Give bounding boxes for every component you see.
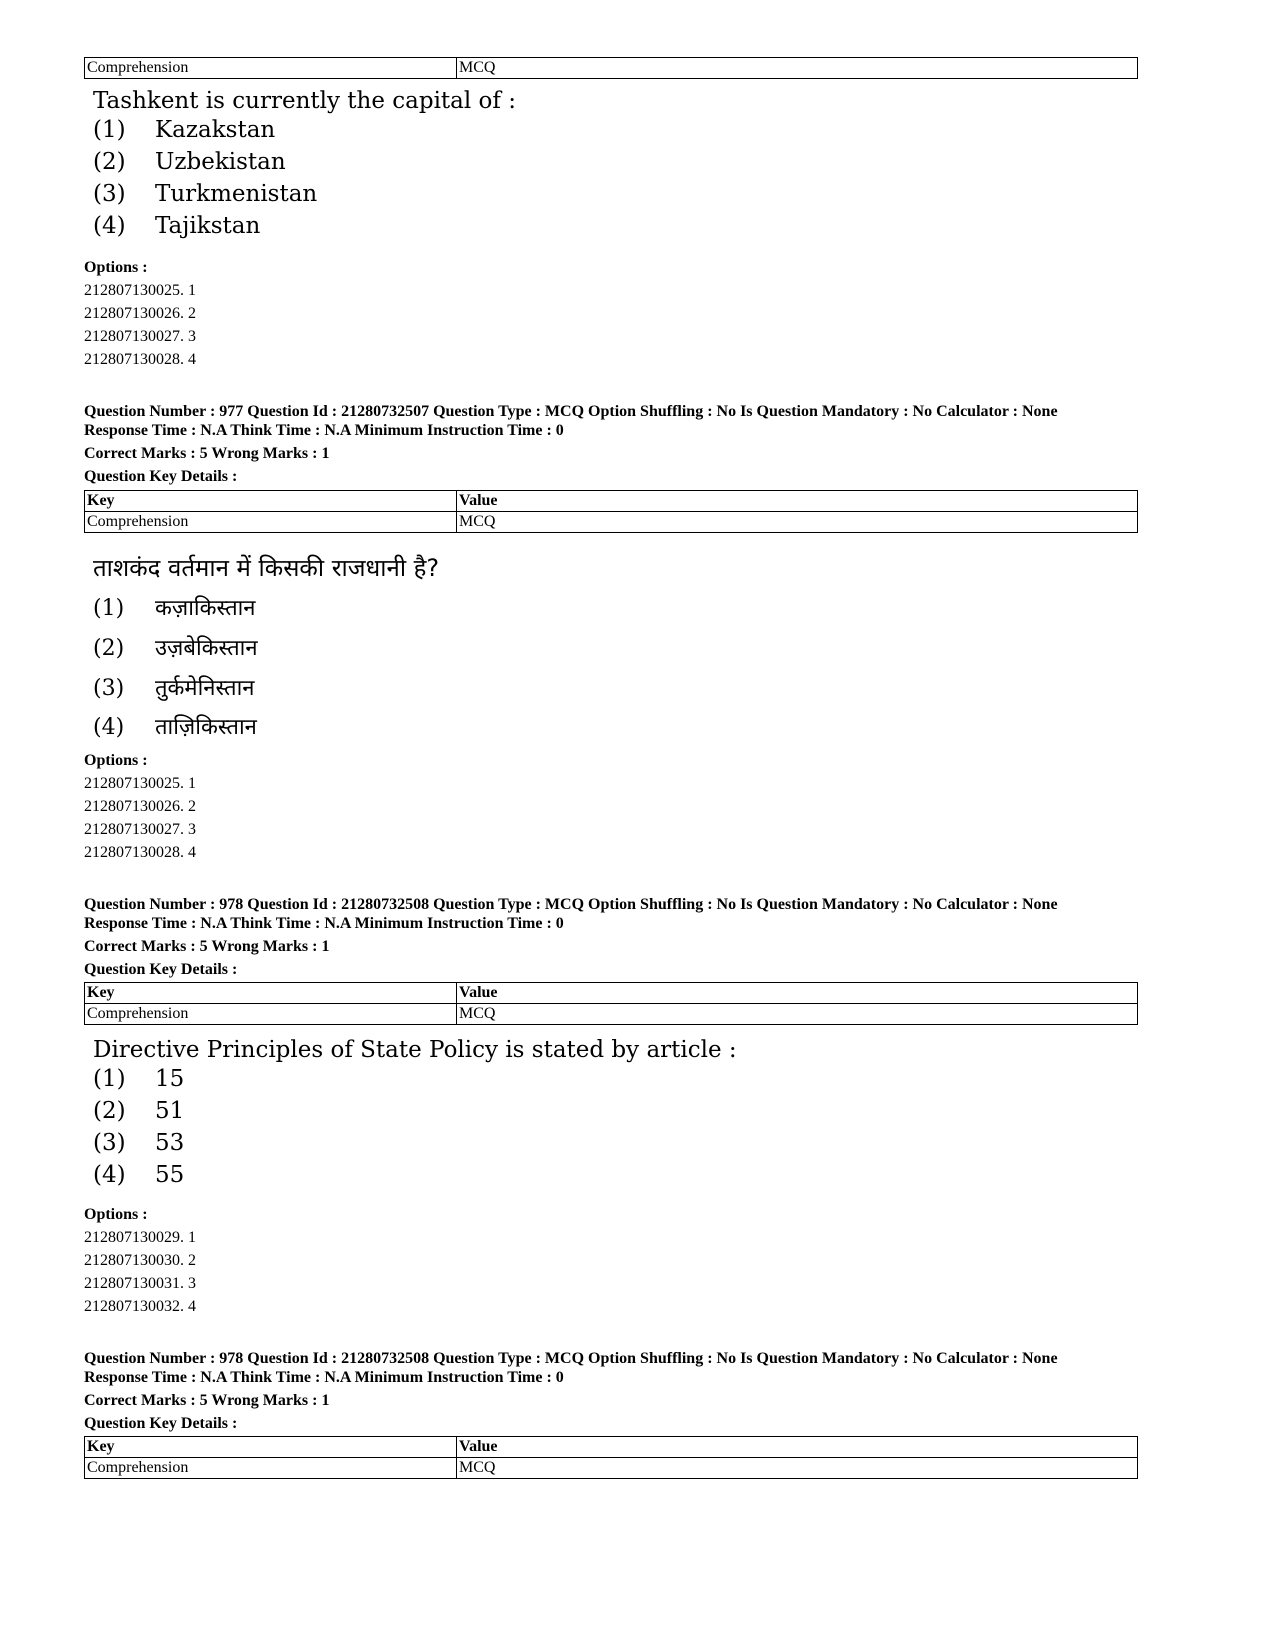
- top-key-table: [84, 57, 1138, 79]
- choice-number: (4): [93, 213, 126, 239]
- choice-text: Tajikstan: [155, 213, 261, 239]
- table-row: [85, 1458, 1138, 1479]
- choice-number: (4): [93, 715, 125, 740]
- option-id: 212807130028. 4: [84, 844, 196, 861]
- answer-choice: [93, 1066, 184, 1092]
- options-list: [84, 1203, 196, 1318]
- table-cell-key: Comprehension: [85, 1004, 457, 1025]
- answer-choice: [93, 711, 257, 741]
- question-meta: [84, 895, 1058, 979]
- question-meta: [84, 402, 1058, 486]
- table-header-key: Key: [85, 983, 457, 1004]
- option-id: 212807130032. 4: [84, 1298, 196, 1315]
- options-label: Options :: [84, 1206, 148, 1223]
- answer-choice: [93, 1098, 184, 1124]
- choice-number: (2): [93, 636, 125, 661]
- choice-number: (2): [93, 149, 126, 175]
- choice-text: Uzbekistan: [155, 149, 286, 175]
- table-header-key: Key: [85, 1437, 457, 1458]
- question-meta-line: Response Time : N.A Think Time : N.A Minimum Instruction Time : 0: [84, 422, 564, 439]
- table-cell-key: Comprehension: [85, 512, 457, 533]
- answer-choice: [93, 672, 255, 702]
- answer-choice: [93, 632, 258, 662]
- question-key-table: [84, 490, 1138, 533]
- table-header-row: [85, 1437, 1138, 1458]
- option-id: 212807130030. 2: [84, 1252, 196, 1269]
- table-row: [85, 512, 1138, 533]
- option-id: 212807130025. 1: [84, 775, 196, 792]
- key-details-label: Question Key Details :: [84, 961, 238, 978]
- answer-choice: [93, 149, 286, 175]
- choice-text: ताज़िकिस्तान: [155, 715, 257, 740]
- options-label: Options :: [84, 259, 148, 276]
- choice-text: तुर्कमेनिस्तान: [155, 676, 255, 701]
- options-label: Options :: [84, 752, 148, 769]
- question-meta-line: Question Number : 978 Question Id : 21280732508 Question Type : MCQ Option Shuffling : No Is Question Mandatory : No Calculator : None: [84, 1350, 1058, 1367]
- choice-number: (3): [93, 181, 126, 207]
- answer-choice: [93, 1130, 184, 1156]
- option-id: 212807130029. 1: [84, 1229, 196, 1246]
- table-cell-value: MCQ: [457, 58, 1138, 79]
- answer-choice: [93, 1162, 184, 1188]
- options-list: [84, 749, 196, 864]
- question-text: ताशकंद वर्तमान में किसकी राजधानी है?: [93, 554, 440, 582]
- key-details-label: Question Key Details :: [84, 1415, 238, 1432]
- table-cell-value: MCQ: [457, 512, 1138, 533]
- question-meta-line: Question Number : 977 Question Id : 21280732507 Question Type : MCQ Option Shuffling : No Is Question Mandatory : No Calculator : None: [84, 403, 1058, 420]
- marks-line: Correct Marks : 5 Wrong Marks : 1: [84, 1392, 330, 1409]
- answer-choice: [93, 213, 260, 239]
- choice-text: Turkmenistan: [155, 181, 318, 207]
- marks-line: Correct Marks : 5 Wrong Marks : 1: [84, 938, 330, 955]
- choice-text: उज़बेकिस्तान: [155, 636, 258, 661]
- table-header-value: Value: [457, 1437, 1138, 1458]
- option-id: 212807130028. 4: [84, 351, 196, 368]
- table-row: [85, 1004, 1138, 1025]
- table-cell-value: MCQ: [457, 1004, 1138, 1025]
- question-meta-line: Response Time : N.A Think Time : N.A Minimum Instruction Time : 0: [84, 915, 564, 932]
- choice-text: 15: [155, 1066, 185, 1092]
- choice-number: (4): [93, 1162, 126, 1188]
- option-id: 212807130026. 2: [84, 305, 196, 322]
- option-id: 212807130031. 3: [84, 1275, 196, 1292]
- option-id: 212807130026. 2: [84, 798, 196, 815]
- choice-text: कज़ाकिस्तान: [155, 596, 256, 621]
- option-id: 212807130025. 1: [84, 282, 196, 299]
- table-header-row: [85, 983, 1138, 1004]
- table-row: [85, 58, 1138, 79]
- table-header-key: Key: [85, 491, 457, 512]
- table-header-value: Value: [457, 491, 1138, 512]
- option-id: 212807130027. 3: [84, 821, 196, 838]
- question-key-table: [84, 1436, 1138, 1479]
- choice-text: 53: [155, 1130, 185, 1156]
- choice-text: Kazakstan: [155, 117, 276, 143]
- choice-number: (1): [93, 596, 125, 621]
- choice-number: (3): [93, 676, 125, 701]
- choice-number: (2): [93, 1098, 126, 1124]
- table-header-value: Value: [457, 983, 1138, 1004]
- question-meta-line: Response Time : N.A Think Time : N.A Minimum Instruction Time : 0: [84, 1369, 564, 1386]
- question-text: Directive Principles of State Policy is stated by article :: [93, 1037, 737, 1063]
- answer-choice: [93, 117, 275, 143]
- option-id: 212807130027. 3: [84, 328, 196, 345]
- question-text: Tashkent is currently the capital of :: [93, 88, 516, 114]
- table-cell-key: Comprehension: [85, 58, 457, 79]
- table-cell-value: MCQ: [457, 1458, 1138, 1479]
- choice-text: 51: [155, 1098, 185, 1124]
- question-key-table: [84, 982, 1138, 1025]
- table-header-row: [85, 491, 1138, 512]
- answer-choice: [93, 592, 256, 622]
- options-list: [84, 256, 196, 371]
- choice-number: (1): [93, 1066, 126, 1092]
- marks-line: Correct Marks : 5 Wrong Marks : 1: [84, 445, 330, 462]
- choice-number: (3): [93, 1130, 126, 1156]
- table-cell-key: Comprehension: [85, 1458, 457, 1479]
- answer-choice: [93, 181, 317, 207]
- key-details-label: Question Key Details :: [84, 468, 238, 485]
- choice-text: 55: [155, 1162, 185, 1188]
- choice-number: (1): [93, 117, 126, 143]
- question-meta-line: Question Number : 978 Question Id : 21280732508 Question Type : MCQ Option Shuffling : No Is Question Mandatory : No Calculator : None: [84, 896, 1058, 913]
- question-meta: [84, 1349, 1058, 1433]
